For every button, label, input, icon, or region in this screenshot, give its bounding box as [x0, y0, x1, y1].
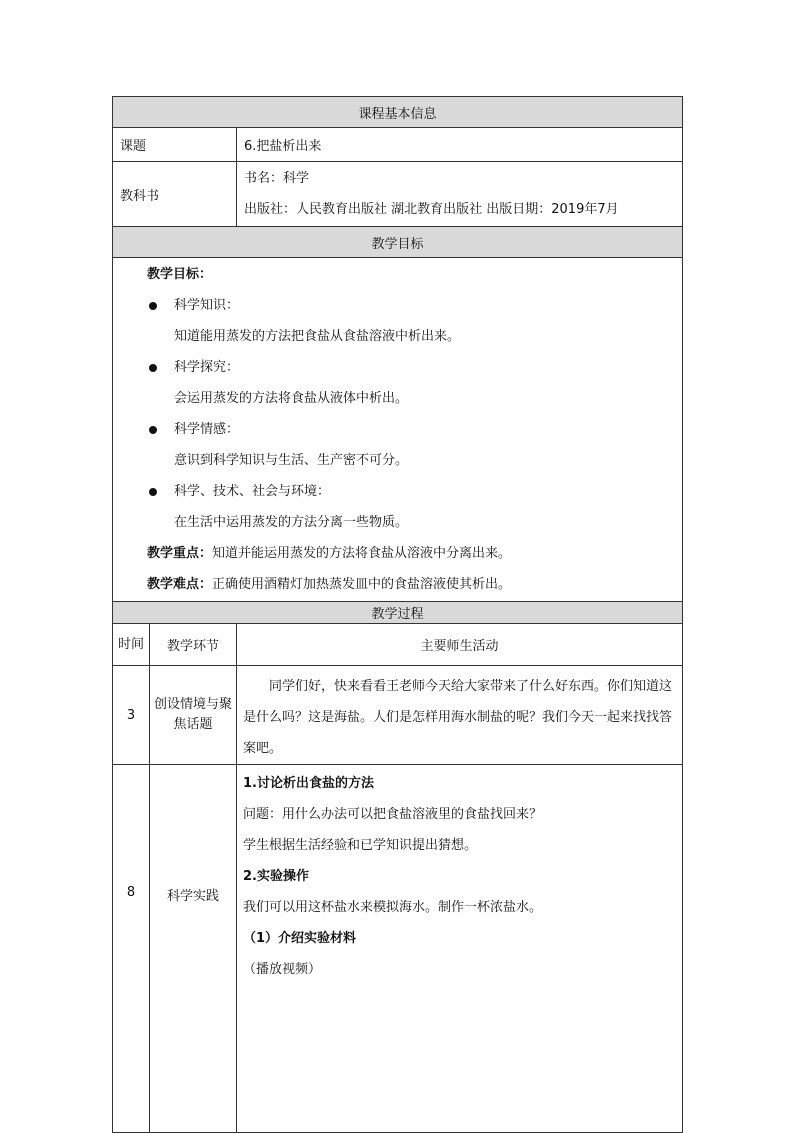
- goals-header: 教学目标: [113, 227, 683, 258]
- lesson-plan: [112, 96, 682, 1133]
- goal-heading: 科学知识：: [147, 290, 682, 321]
- activity-line: （播放视频）: [243, 962, 322, 977]
- activity-line: 学生根据生活经验和已学知识提出猜想。: [243, 838, 478, 853]
- activity-line: 1.讨论析出食盐的方法: [243, 776, 374, 791]
- topic-label: 课题: [113, 128, 237, 162]
- goal-heading: 科学探究：: [147, 352, 682, 383]
- row-stage: 创设情境与聚焦话题: [150, 666, 237, 765]
- difficulty-point: 教学难点：正确使用酒精灯加热蒸发皿中的食盐溶液使其析出。: [147, 577, 512, 592]
- basic-info-table: [112, 96, 683, 602]
- goal-text: 会运用蒸发的方法将食盐从液体中析出。: [174, 391, 409, 406]
- goals-title: 教学目标：: [147, 267, 213, 282]
- topic-value: 6.把盐析出来: [237, 128, 683, 162]
- bullet-icon: [149, 488, 157, 496]
- goal-heading: 科学情感：: [147, 414, 682, 445]
- row-time: 8: [113, 765, 150, 1133]
- bullet-icon: [149, 364, 157, 372]
- activity-line: （1）介绍实验材料: [243, 931, 357, 946]
- col-activity-header: 主要师生活动: [237, 624, 683, 666]
- row-activity: [237, 765, 683, 1133]
- col-time-header: 时间: [113, 624, 150, 666]
- activity-line: 2.实验操作: [243, 869, 309, 884]
- textbook-info: [237, 162, 683, 227]
- basic-info-header: 课程基本信息: [113, 97, 683, 128]
- goal-text: 在生活中运用蒸发的方法分离一些物质。: [174, 515, 409, 530]
- row-stage: 科学实践: [150, 765, 237, 1133]
- goal-heading: 科学、技术、社会与环境：: [147, 476, 682, 507]
- publisher-info: 出版社：人民教育出版社 湖北教育出版社 出版日期：2019年7月: [244, 202, 619, 217]
- row-activity: 同学们好，快来看看王老师今天给大家带来了什么好东西。你们知道这是什么吗？这是海盐。人们是怎样用海水制盐的呢？我们今天一起来找找答案吧。: [237, 666, 683, 765]
- col-stage-header: 教学环节: [150, 624, 237, 666]
- goals-body: [113, 258, 683, 602]
- process-header: 教学过程: [113, 602, 683, 624]
- goal-text: 知道能用蒸发的方法把食盐从食盐溶液中析出来。: [174, 329, 461, 344]
- textbook-label: 教科书: [113, 162, 237, 227]
- bullet-icon: [149, 302, 157, 310]
- book-name: 书名：科学: [244, 171, 310, 186]
- activity-line: 问题：用什么办法可以把食盐溶液里的食盐找回来？: [243, 807, 543, 822]
- goal-text: 意识到科学知识与生活、生产密不可分。: [174, 453, 409, 468]
- process-table: [112, 601, 683, 1133]
- activity-line: 我们可以用这杯盐水来模拟海水。制作一杯浓盐水。: [243, 900, 543, 915]
- row-time: 3: [113, 666, 150, 765]
- bullet-icon: [149, 426, 157, 434]
- key-point: 教学重点：知道并能运用蒸发的方法将食盐从溶液中分离出来。: [147, 546, 512, 561]
